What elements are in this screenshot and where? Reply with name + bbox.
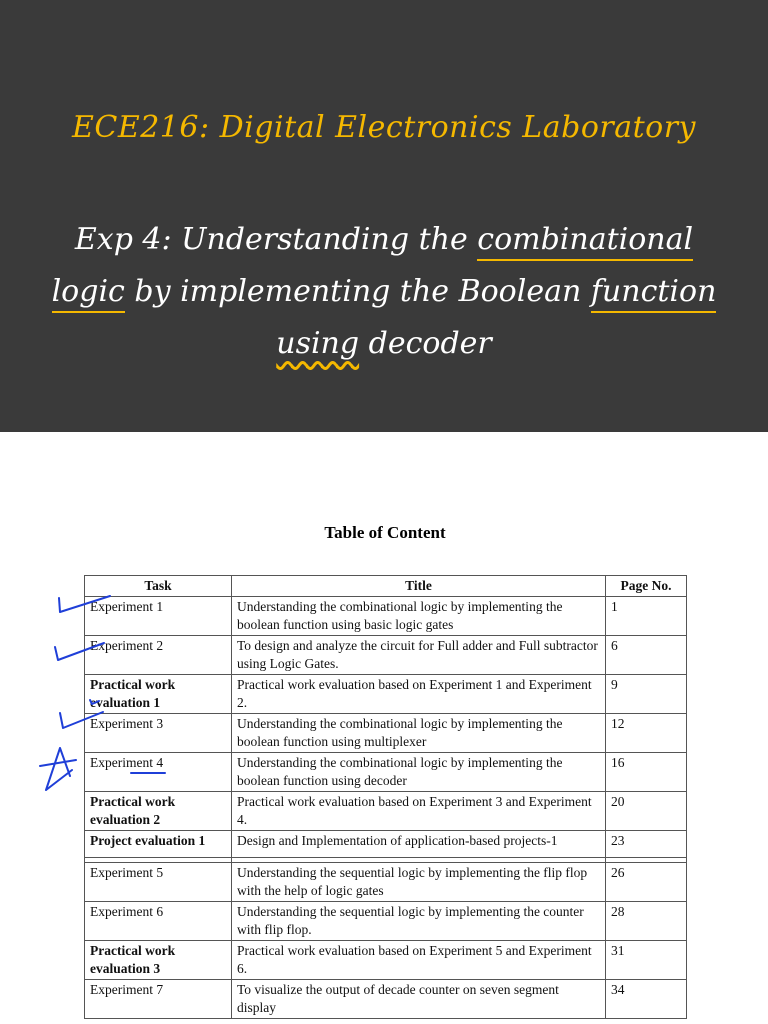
page-cell: 28 [606, 902, 687, 941]
title-cell: Understanding the combinational logic by implementing the boolean function using basic logic gates [232, 597, 606, 636]
page-cell: 23 [606, 831, 687, 858]
column-header-title: Title [232, 576, 606, 597]
title-cell: Practical work evaluation based on Experiment 1 and Experiment 2. [232, 675, 606, 714]
table-row [85, 675, 687, 714]
table-row [85, 714, 687, 753]
table-row [85, 831, 687, 858]
exp-title-logic: logic [52, 274, 125, 313]
page-cell: 34 [606, 980, 687, 1019]
task-cell: Practical work evaluation 3 [85, 941, 232, 980]
page-cell: 20 [606, 792, 687, 831]
task-cell: Experiment 4 [85, 753, 232, 792]
table-row [85, 980, 687, 1019]
task-cell: Experiment 7 [85, 980, 232, 1019]
title-cell: Understanding the combinational logic by implementing the boolean function using decoder [232, 753, 606, 792]
exp-title-using: using [276, 326, 360, 361]
page-cell: 6 [606, 636, 687, 675]
exp-title-part3: decoder [359, 326, 492, 361]
exp-title-function: function [591, 274, 717, 313]
toc-table [84, 575, 687, 1019]
title-cell: Design and Implementation of application-based projects-1 [232, 831, 606, 858]
title-cell: Understanding the sequential logic by implementing the flip flop with the help of logic gates [232, 863, 606, 902]
toc-heading: Table of Content [324, 523, 446, 542]
page-cell: 26 [606, 863, 687, 902]
course-title: ECE216: Digital Electronics Laboratory [71, 110, 697, 145]
title-cell: To design and analyze the circuit for Full adder and Full subtractor using Logic Gates. [232, 636, 606, 675]
title-cell: Practical work evaluation based on Experiment 5 and Experiment 6. [232, 941, 606, 980]
table-row [85, 597, 687, 636]
page-cell: 12 [606, 714, 687, 753]
exp-title-combinational: combinational [477, 222, 693, 261]
title-cell: To visualize the output of decade counter on seven segment display [232, 980, 606, 1019]
experiment-title [40, 214, 728, 370]
title-cell: Practical work evaluation based on Experiment 3 and Experiment 4. [232, 792, 606, 831]
table-row [85, 902, 687, 941]
page-cell: 1 [606, 597, 687, 636]
table-row [85, 792, 687, 831]
table-row [85, 636, 687, 675]
column-header-task: Task [85, 576, 232, 597]
table-row [85, 863, 687, 902]
task-cell: Experiment 3 [85, 714, 232, 753]
task-cell: Experiment 1 [85, 597, 232, 636]
column-header-page: Page No. [606, 576, 687, 597]
title-slide [0, 0, 768, 432]
task-cell: Experiment 5 [85, 863, 232, 902]
title-cell: Understanding the combinational logic by implementing the boolean function using multiplexer [232, 714, 606, 753]
exp-title-part1: Exp 4: Understanding the [74, 222, 478, 257]
task-cell: Project evaluation 1 [85, 831, 232, 858]
task-cell: Experiment 6 [85, 902, 232, 941]
exp-title-part2: by implementing the Boolean [124, 274, 591, 309]
toc-header-row [85, 576, 687, 597]
table-row [85, 941, 687, 980]
task-cell: Experiment 2 [85, 636, 232, 675]
star-annotation-experiment-4 [40, 748, 76, 790]
title-cell: Understanding the sequential logic by implementing the counter with flip flop. [232, 902, 606, 941]
page-cell: 9 [606, 675, 687, 714]
page-cell: 16 [606, 753, 687, 792]
task-cell: Practical work evaluation 1 [85, 675, 232, 714]
task-cell: Practical work evaluation 2 [85, 792, 232, 831]
table-row [85, 753, 687, 792]
page-cell: 31 [606, 941, 687, 980]
